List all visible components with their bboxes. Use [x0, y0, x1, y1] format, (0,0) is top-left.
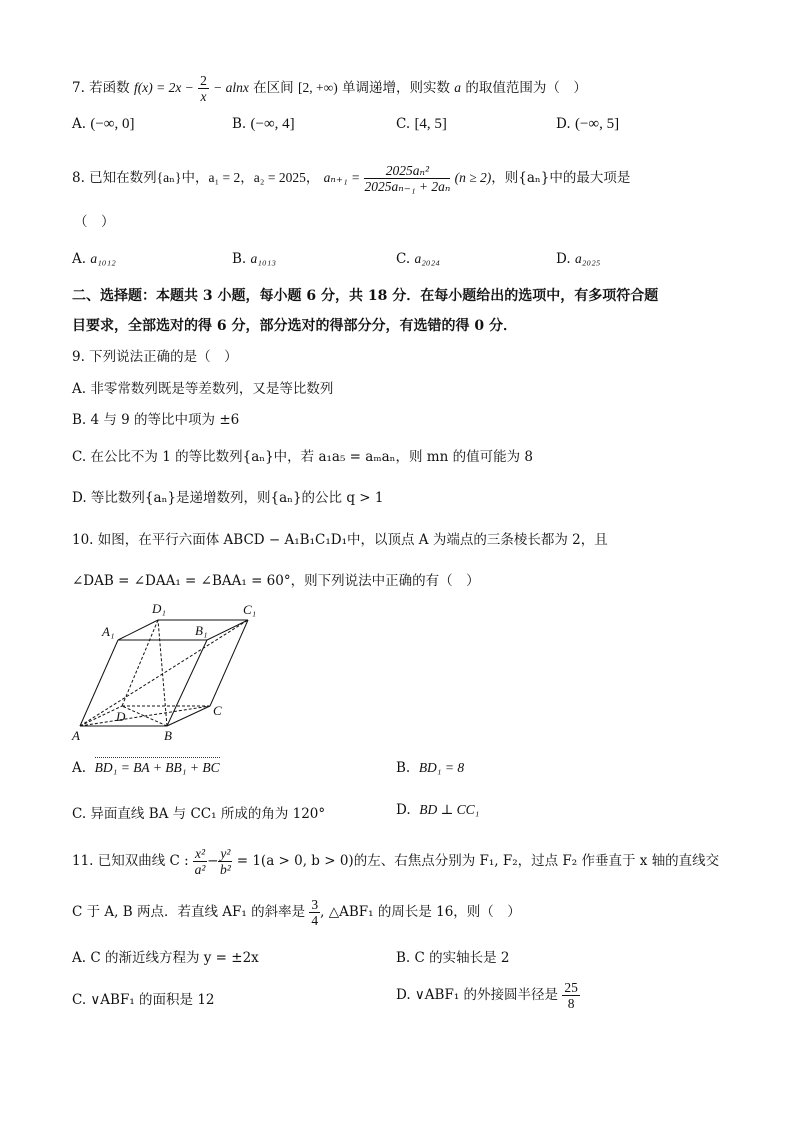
q7-func-tail: − alnx [213, 80, 249, 95]
edge-d-d1-hidden [122, 620, 158, 706]
q7-frac-num: 2 [200, 73, 207, 88]
q11-frac-y-den: b² [220, 862, 231, 877]
q10-option-d[interactable] [396, 802, 479, 818]
q8-fraction [364, 163, 450, 194]
q7-end: 的取值范围为（ ） [465, 80, 587, 96]
q11-stem2-b: , △ABF₁ 的周长是 16，则（ ） [320, 904, 521, 920]
section2-heading-line1: 二、选择题：本题共 3 小题，每小题 6 分，共 18 分．在每小题给出的选项中，有多项符合题 [72, 288, 659, 304]
q11-slope-num: 3 [311, 897, 319, 912]
q7-option-a-value: (−∞, 0] [90, 116, 135, 132]
q9-stem: 9. 下列说法正确的是（ ） [72, 349, 238, 365]
q10-stem-line1: 10. 如图，在平行六面体 ABCD − A₁B₁C₁D₁中，以顶点 A 为端点的三条棱长都为 2，且 [72, 532, 608, 548]
edge-c1-b1 [207, 620, 248, 640]
q8-option-b-value: a₁₀₁₃ [250, 251, 277, 266]
q11-stem-line2 [72, 897, 521, 928]
q11-frac-x [193, 846, 207, 877]
q8-option-b[interactable] [232, 251, 276, 267]
q11-option-d[interactable] [396, 980, 580, 1011]
q11-stem2-a: C 于 A, B 两点．若直线 AF₁ 的斜率是 [72, 904, 306, 920]
q8-cond: (n ≥ 2) [454, 170, 492, 185]
edge-a1-d1 [118, 620, 158, 640]
q10-option-a[interactable] [72, 760, 220, 776]
q8-option-a-label: A. [72, 251, 87, 267]
q8-option-d-value: a₂₀₂₅ [574, 251, 601, 266]
q10-option-b[interactable] [396, 760, 464, 776]
q7-frac-den: x [200, 89, 207, 104]
q8-paren: （ ） [74, 214, 115, 230]
q8-prefix: 8. 已知在数列 [72, 170, 157, 186]
q10-option-b-label: B. [396, 760, 411, 776]
q8-frac-den: 2025aₙ₋₁ + 2aₙ [364, 179, 451, 194]
q11-option-d-text: D. ∨ABF₁ 的外接圆半径是 [396, 987, 559, 1003]
q10-option-d-label: D. [396, 802, 411, 818]
q11-option-d-fraction [562, 980, 580, 1011]
q9-option-b[interactable]: B. 4 与 9 的等比中项为 ±6 [72, 412, 240, 428]
q7-option-c[interactable] [396, 116, 447, 133]
q11-option-c[interactable]: C. ∨ABF₁ 的面积是 12 [72, 992, 215, 1008]
q8-seq: {aₙ} [156, 170, 182, 185]
q7-option-b-label: B. [232, 116, 247, 132]
q11-frac-y-num: y² [220, 846, 231, 861]
q7-interval: [2, +∞) [297, 80, 338, 95]
q11-option-d-den: 8 [567, 996, 575, 1011]
edge-a-a1 [80, 640, 118, 726]
q7-option-b[interactable] [232, 116, 295, 133]
q11-stem-line1: 11. 已知双曲线 C : $\frac{\text{x²}}{\text{a²}}$ − $\frac{\text{y²}}{\text{b²}}$ = 1(a > 0, b > 0)的左、右焦点分别为 F₁, F₂，过点 F₂ 作垂直于 x 轴的直线交 [72, 846, 720, 877]
q7-prefix: 7. 若函数 [72, 80, 130, 96]
parallelepiped-figure [70, 600, 270, 742]
vertex-b1-label: B₁ [195, 623, 208, 638]
q7-option-c-label: C. [396, 116, 411, 132]
q11-option-b[interactable]: B. C 的实轴长是 2 [396, 950, 510, 966]
q7-option-a[interactable] [72, 116, 135, 133]
vertex-b-label: B [164, 728, 172, 742]
q7-stem [72, 73, 587, 104]
q11-frac-x-num: x² [195, 846, 206, 861]
q7-option-c-value: [4, 5] [414, 116, 447, 132]
edge-b-b1 [167, 640, 207, 726]
q10-option-d-math: BD ⊥ CC₁ [419, 802, 480, 817]
q9-option-d[interactable]: D. 等比数列{aₙ}是递增数列，则{aₙ}的公比 q > 1 [72, 490, 384, 506]
q7-suffix: 单调递增，则实数 [342, 80, 450, 96]
q10-stem-line2: ∠DAB = ∠DAA₁ = ∠BAA₁ = 60°，则下列说法中正确的有（ ） [72, 573, 480, 589]
q10-option-a-label: A. [72, 760, 87, 776]
q11-frac-y [218, 846, 232, 877]
vertex-d1-label: D₁ [152, 601, 166, 616]
q8-frac-num: 2025aₙ² [364, 163, 450, 179]
vertex-a1-label: A₁ [102, 624, 115, 639]
vertex-d-label: D [116, 709, 126, 724]
q8-option-c[interactable] [396, 251, 440, 267]
q11-frac-x-den: a² [194, 862, 206, 877]
q9-option-a[interactable]: A. 非零常数列既是等差数列，又是等比数列 [72, 381, 334, 397]
q7-fraction [198, 73, 209, 104]
edge-b-c [167, 706, 210, 726]
q11-mid: = 1(a > 0, b > 0)的左、右焦点分别为 F₁, F₂，过点 F₂ 作垂直于 x 轴的直线交 [236, 853, 720, 869]
q10-option-c[interactable]: C. 异面直线 BA 与 CC₁ 所成的角为 120° [72, 806, 326, 822]
q10-option-a-math: BD₁ = BA + BB₁ + BC [94, 760, 220, 775]
q7-var: a [454, 80, 462, 95]
q8-stem [72, 163, 630, 194]
q8-lhs: aₙ₊₁ = [323, 170, 361, 185]
q7-option-d[interactable] [556, 116, 619, 133]
q8-option-a[interactable] [72, 251, 116, 267]
q11-prefix: 11. 已知双曲线 C : [72, 853, 189, 869]
q8-tail: ，则{aₙ}中的最大项是 [491, 170, 631, 186]
q8-option-a-value: a₁₀₁₂ [90, 251, 116, 266]
q7-func: f(x) = 2x − [133, 80, 194, 95]
q7-mid: 在区间 [253, 80, 294, 96]
q11-option-d-num: 25 [564, 980, 578, 995]
q7-option-a-label: A. [72, 116, 87, 132]
q8-a1: 中，a₁ = 2，a₂ = 2025， [181, 170, 320, 185]
q11-option-a[interactable]: A. C 的渐近线方程为 y = ±2x [72, 950, 259, 966]
q9-option-c[interactable]: C. 在公比不为 1 的等比数列{aₙ}中，若 a₁a₅ = aₘaₙ，则 mn 的值可能为 8 [72, 449, 533, 465]
q8-option-c-value: a₂₀₂₄ [414, 251, 440, 266]
q7-option-b-value: (−∞, 4] [250, 116, 295, 132]
q11-slope-fraction [309, 897, 320, 928]
vertex-c-label: C [213, 703, 222, 718]
q7-option-d-label: D. [556, 116, 571, 132]
vertex-c1-label: C₁ [243, 602, 257, 617]
edge-c-c1 [210, 620, 248, 706]
diag-b-d1 [158, 620, 167, 726]
q10-option-b-math: BD₁ = 8 [418, 760, 465, 775]
section2-heading-line2: 目要求，全部选对的得 6 分，部分选对的得部分分，有选错的得 0 分． [72, 318, 517, 334]
q11-slope-den: 4 [311, 913, 319, 928]
q8-option-b-label: B. [232, 251, 247, 267]
vertex-a-label: A [72, 728, 80, 742]
q8-option-d[interactable] [556, 251, 600, 267]
diag-a-c [80, 706, 210, 726]
q8-option-d-label: D. [556, 251, 571, 267]
q7-option-d-value: (−∞, 5] [574, 116, 620, 132]
q8-option-c-label: C. [396, 251, 411, 267]
